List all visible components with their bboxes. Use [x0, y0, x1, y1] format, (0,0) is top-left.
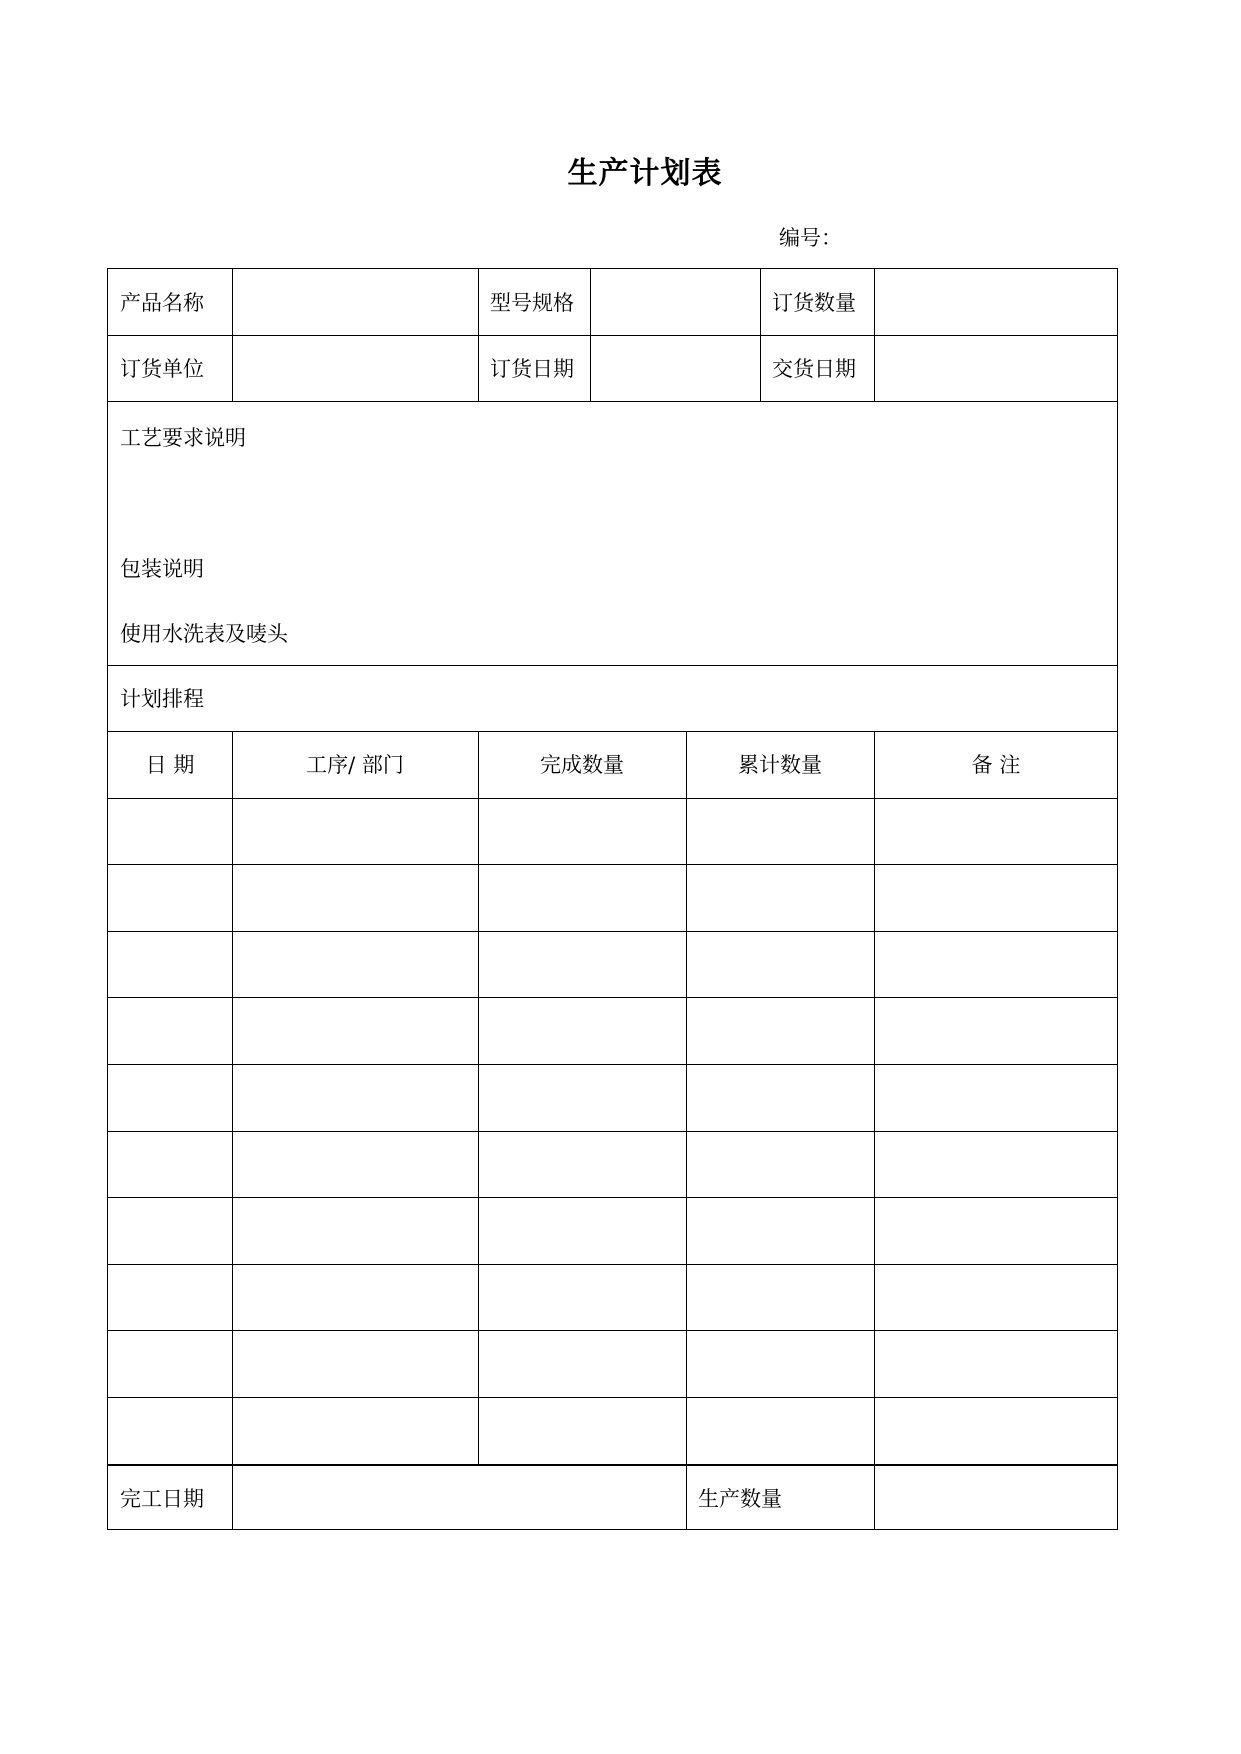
model-spec-field[interactable]	[590, 269, 760, 335]
serial-number-label: 编号：	[779, 226, 842, 250]
schedule-title: 计划排程	[120, 687, 204, 711]
table-cell[interactable]	[108, 1064, 232, 1131]
divider	[232, 269, 233, 401]
table-cell[interactable]	[686, 1330, 874, 1397]
divider	[108, 335, 1117, 336]
table-cell[interactable]	[108, 931, 232, 998]
table-cell[interactable]	[232, 864, 478, 931]
order-date-label: 订货日期	[490, 357, 574, 381]
table-cell[interactable]	[232, 798, 478, 865]
order-qty-field[interactable]	[874, 269, 1118, 335]
packaging-label: 包装说明	[120, 557, 204, 581]
table-cell[interactable]	[874, 1397, 1118, 1464]
table-cell[interactable]	[874, 1064, 1118, 1131]
delivery-date-label: 交货日期	[772, 357, 856, 381]
table-cell[interactable]	[478, 798, 686, 865]
table-cell[interactable]	[232, 997, 478, 1064]
table-cell[interactable]	[686, 1197, 874, 1264]
header-cumulative-qty: 累计数量	[738, 753, 822, 777]
table-cell[interactable]	[108, 798, 232, 865]
table-cell[interactable]	[108, 1197, 232, 1264]
table-cell[interactable]	[108, 997, 232, 1064]
table-cell[interactable]	[108, 1264, 232, 1331]
table-cell[interactable]	[232, 1064, 478, 1131]
table-cell[interactable]	[478, 1131, 686, 1198]
table-cell[interactable]	[478, 864, 686, 931]
model-spec-label: 型号规格	[490, 291, 574, 315]
production-qty-field[interactable]	[874, 1465, 1118, 1530]
divider	[478, 269, 479, 401]
table-cell[interactable]	[232, 1330, 478, 1397]
table-cell[interactable]	[874, 798, 1118, 865]
order-qty-label: 订货数量	[772, 291, 856, 315]
table-cell[interactable]	[232, 1131, 478, 1198]
process-requirements-label: 工艺要求说明	[120, 426, 246, 450]
product-name-field[interactable]	[232, 269, 478, 335]
table-cell[interactable]	[478, 1064, 686, 1131]
divider	[590, 269, 591, 401]
table-cell[interactable]	[478, 931, 686, 998]
table-cell[interactable]	[232, 1197, 478, 1264]
table-cell[interactable]	[874, 1330, 1118, 1397]
table-cell[interactable]	[874, 1131, 1118, 1198]
table-cell[interactable]	[108, 1330, 232, 1397]
plan-form	[107, 268, 1118, 1530]
production-qty-label: 生产数量	[698, 1486, 782, 1511]
table-cell[interactable]	[686, 997, 874, 1064]
product-name-label: 产品名称	[120, 291, 204, 315]
table-cell[interactable]	[108, 864, 232, 931]
wash-label-label: 使用水洗表及唛头	[120, 622, 288, 646]
header-completed-qty: 完成数量	[540, 753, 624, 777]
table-cell[interactable]	[108, 1131, 232, 1198]
table-cell[interactable]	[232, 1397, 478, 1464]
table-cell[interactable]	[478, 1264, 686, 1331]
table-cell[interactable]	[232, 1264, 478, 1331]
order-date-field[interactable]	[590, 335, 760, 401]
table-cell[interactable]	[686, 798, 874, 865]
finish-date-label: 完工日期	[120, 1486, 204, 1511]
table-cell[interactable]	[686, 1397, 874, 1464]
divider	[874, 1465, 875, 1530]
finish-date-field[interactable]	[232, 1465, 686, 1530]
table-cell[interactable]	[874, 1264, 1118, 1331]
divider	[874, 269, 875, 401]
header-date: 日 期	[145, 753, 195, 777]
table-cell[interactable]	[686, 1264, 874, 1331]
table-cell[interactable]	[874, 864, 1118, 931]
order-unit-label: 订货单位	[120, 357, 204, 381]
table-cell[interactable]	[874, 997, 1118, 1064]
divider	[108, 401, 1117, 402]
table-cell[interactable]	[232, 931, 478, 998]
table-cell[interactable]	[874, 931, 1118, 998]
delivery-date-field[interactable]	[874, 335, 1118, 401]
order-unit-field[interactable]	[232, 335, 478, 401]
table-cell[interactable]	[478, 997, 686, 1064]
table-cell[interactable]	[686, 1131, 874, 1198]
header-remarks: 备 注	[971, 753, 1021, 777]
page-title: 生产计划表	[567, 156, 723, 191]
table-cell[interactable]	[686, 931, 874, 998]
header-process-dept: 工序/ 部门	[306, 753, 404, 777]
table-cell[interactable]	[478, 1197, 686, 1264]
table-cell[interactable]	[478, 1397, 686, 1464]
table-cell[interactable]	[108, 1397, 232, 1464]
divider	[760, 269, 761, 401]
table-cell[interactable]	[478, 1330, 686, 1397]
divider	[232, 1465, 233, 1530]
table-cell[interactable]	[686, 864, 874, 931]
divider	[686, 1465, 687, 1530]
table-cell[interactable]	[874, 1197, 1118, 1264]
table-cell[interactable]	[686, 1064, 874, 1131]
